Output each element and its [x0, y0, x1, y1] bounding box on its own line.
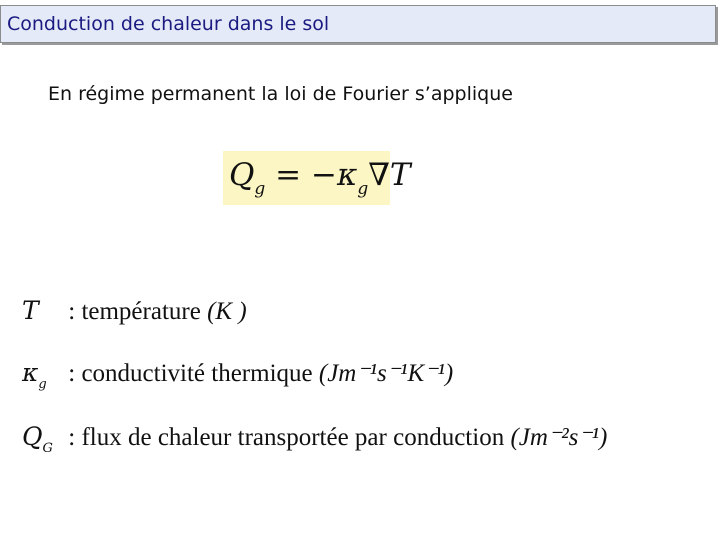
formula-kappa: κ: [336, 157, 358, 193]
intro-text: En régime permanent la loi de Fourier s’applique: [48, 83, 513, 105]
fourier-formula: [229, 157, 411, 199]
formula-kappa-sub: g: [357, 179, 369, 199]
definition-flux: [22, 422, 608, 456]
fourier-formula-box: [223, 151, 411, 205]
definition-temperature: [22, 296, 247, 326]
definition-symbol: $Q_G$: [22, 422, 53, 456]
formula-nabla: ∇: [368, 157, 390, 193]
slide-title: Conduction de chaleur dans le sol: [7, 13, 330, 35]
formula-equals: = −: [275, 157, 337, 193]
definition-unit: (Jm⁻²s⁻¹): [510, 424, 608, 451]
definition-text: : conductivité thermique: [68, 360, 313, 387]
slide-title-bar: [0, 5, 716, 43]
definition-unit: (K ): [207, 298, 247, 325]
formula-rhs: T: [389, 157, 411, 193]
formula-lhs: Q: [229, 157, 255, 193]
definition-conductivity: [22, 358, 454, 392]
definition-text: : flux de chaleur transportée par conduction: [68, 424, 505, 451]
definition-symbol: $\kappa_g$: [22, 358, 47, 392]
formula-lhs-sub: g: [254, 179, 266, 199]
definition-unit: (Jm⁻¹s⁻¹K⁻¹): [318, 360, 454, 387]
definition-symbol: T: [22, 296, 39, 325]
definition-text: : température: [68, 298, 201, 325]
